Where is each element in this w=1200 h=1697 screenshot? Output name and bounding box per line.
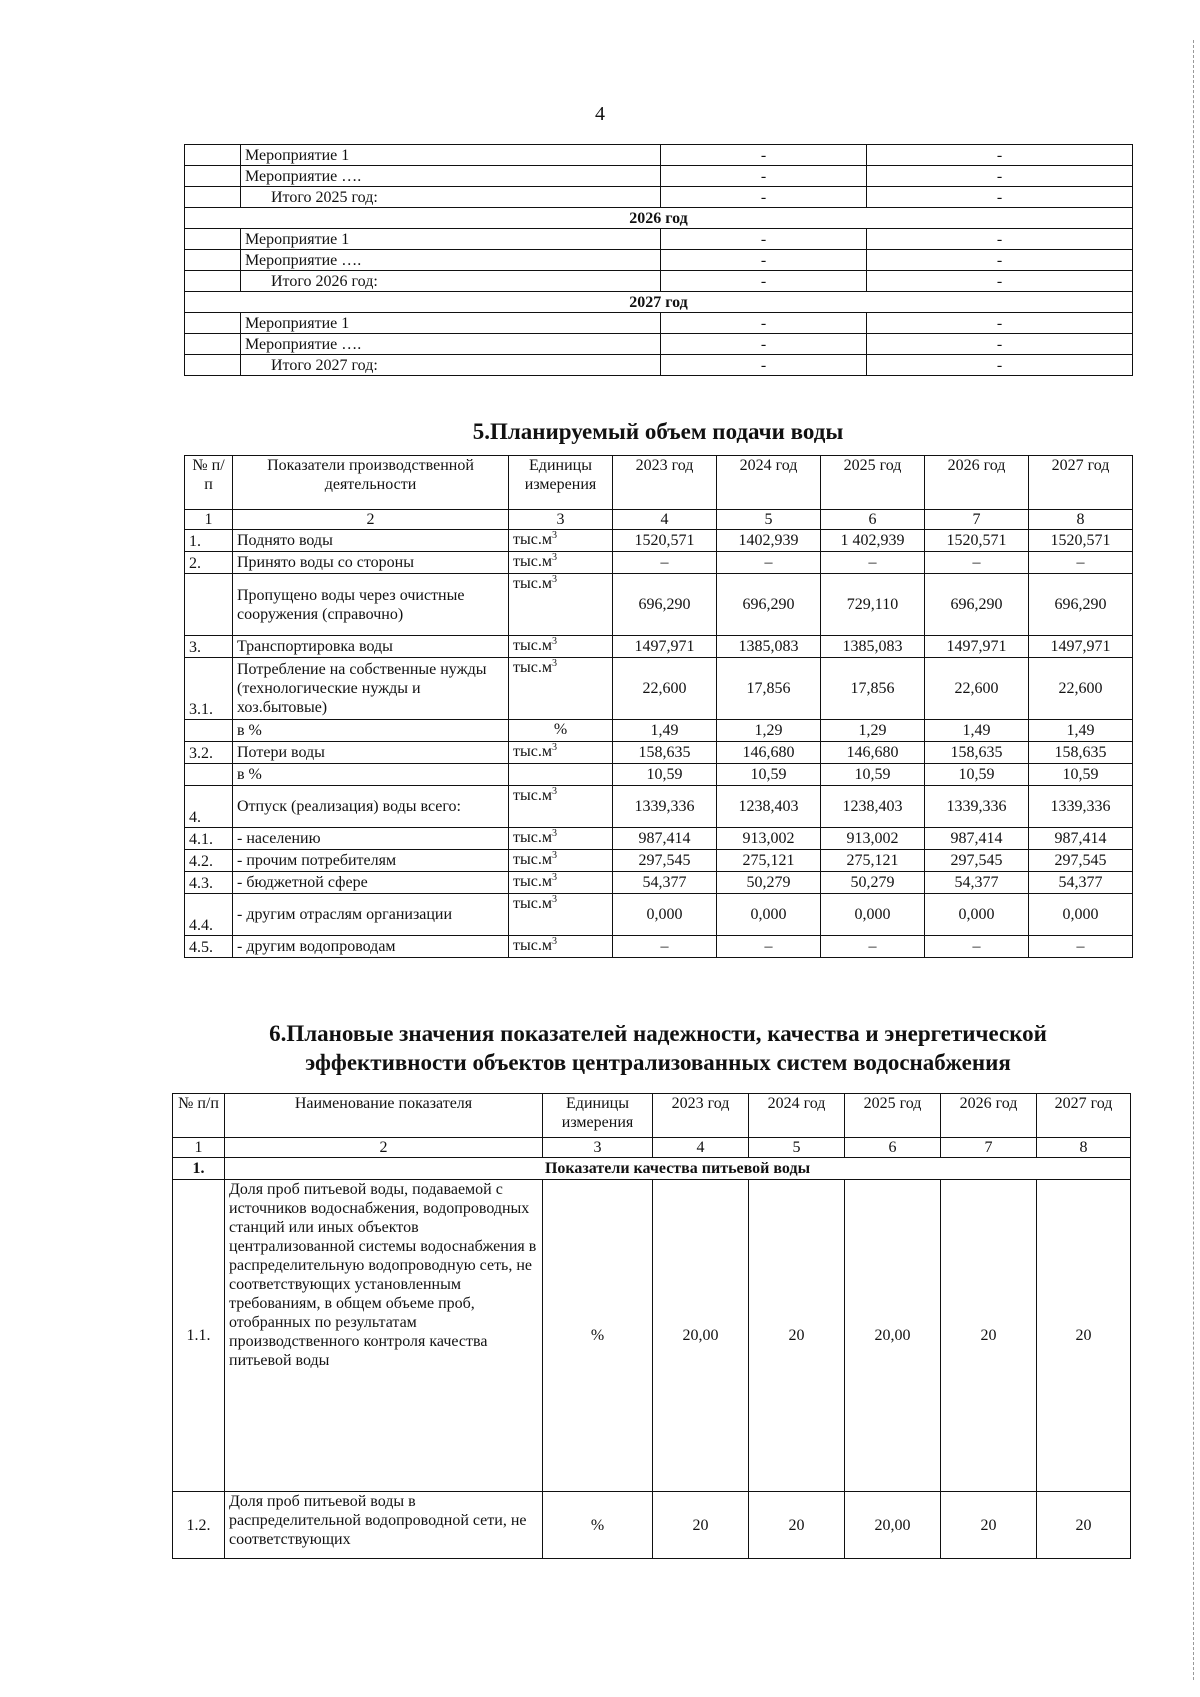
column-header: 2026 год — [941, 1094, 1037, 1138]
row-number: 4.1. — [185, 828, 233, 850]
column-number: 6 — [821, 510, 925, 530]
value-cell: 1,29 — [717, 720, 821, 742]
unit-cell — [509, 894, 613, 936]
unit-cell — [509, 764, 613, 786]
value-cell: 17,856 — [821, 658, 925, 720]
value-cell: 1 402,939 — [821, 530, 925, 552]
row-number-cell — [185, 250, 241, 271]
row-number-cell — [185, 229, 241, 250]
unit-cell — [509, 530, 613, 552]
column-header: 2027 год — [1029, 456, 1133, 510]
column-header: 2023 год — [653, 1094, 749, 1138]
value-cell: 275,121 — [717, 850, 821, 872]
table-row — [185, 742, 1133, 764]
value-cell: - — [661, 355, 867, 376]
value-cell: 1497,971 — [925, 636, 1029, 658]
table-row — [173, 1180, 1131, 1492]
value-cell: 987,414 — [925, 828, 1029, 850]
row-number: 4.5. — [185, 936, 233, 958]
value-cell: 1339,336 — [925, 786, 1029, 828]
row-number: 1. — [185, 530, 233, 552]
value-cell: – — [717, 936, 821, 958]
event-name: Мероприятие 1 — [241, 145, 661, 166]
value-cell: 987,414 — [613, 828, 717, 850]
value-cell: 913,002 — [717, 828, 821, 850]
unit-cell: % — [543, 1492, 653, 1559]
indicator-name: Потребление на собственные нужды (технологические нужды и хоз.бытовые) — [233, 658, 509, 720]
event-name: Мероприятие …. — [241, 166, 661, 187]
value-cell: 146,680 — [821, 742, 925, 764]
column-header: Единицы измерения — [509, 456, 613, 510]
row-number-cell — [185, 187, 241, 208]
value-cell: 0,000 — [613, 894, 717, 936]
column-number: 5 — [717, 510, 821, 530]
value-cell: - — [867, 313, 1133, 334]
value-cell: 0,000 — [1029, 894, 1133, 936]
unit-cell — [509, 636, 613, 658]
value-cell: 696,290 — [1029, 574, 1133, 636]
value-cell: 1339,336 — [613, 786, 717, 828]
column-header: № п/п — [173, 1094, 225, 1138]
header-row — [185, 456, 1133, 510]
value-cell: 20 — [749, 1492, 845, 1559]
value-cell: 20 — [749, 1180, 845, 1492]
unit-superscript: 3 — [551, 636, 557, 647]
table-row — [185, 271, 1133, 292]
row-number: 3.1. — [185, 658, 233, 720]
table-row — [185, 894, 1133, 936]
value-cell: 913,002 — [821, 828, 925, 850]
unit-label: тыс.м — [513, 637, 552, 654]
row-number — [185, 764, 233, 786]
value-cell: - — [661, 334, 867, 355]
value-cell: – — [821, 552, 925, 574]
row-number: 4.3. — [185, 872, 233, 894]
unit-cell — [509, 828, 613, 850]
value-cell: 1,49 — [1029, 720, 1133, 742]
value-cell: – — [613, 936, 717, 958]
unit-cell — [509, 872, 613, 894]
indicator-name: в % — [233, 764, 509, 786]
indicator-name: Потери воды — [233, 742, 509, 764]
value-cell: 297,545 — [1029, 850, 1133, 872]
row-number: 2. — [185, 552, 233, 574]
year-heading: 2026 год — [185, 208, 1133, 229]
events-table — [184, 144, 1133, 376]
column-header: 2027 год — [1037, 1094, 1131, 1138]
value-cell: 10,59 — [613, 764, 717, 786]
unit-superscript: 3 — [551, 530, 557, 541]
value-cell: 158,635 — [1029, 742, 1133, 764]
value-cell: - — [867, 187, 1133, 208]
section6-title-line2: эффективности объектов централизованных систем водоснабжения — [305, 1050, 1011, 1075]
indicator-name: Отпуск (реализация) воды всего: — [233, 786, 509, 828]
table-row — [185, 530, 1133, 552]
value-cell: 54,377 — [1029, 872, 1133, 894]
unit-cell — [509, 936, 613, 958]
indicator-name: в % — [233, 720, 509, 742]
table-row — [185, 250, 1133, 271]
indicator-name: Пропущено воды через очистные сооружения (справочно) — [233, 574, 509, 636]
column-number: 8 — [1037, 1138, 1131, 1158]
column-number: 7 — [941, 1138, 1037, 1158]
value-cell: - — [867, 355, 1133, 376]
value-cell: 17,856 — [717, 658, 821, 720]
table-row — [185, 334, 1133, 355]
table-row — [185, 208, 1133, 229]
section5-title: 5.Планируемый объем подачи воды — [472, 419, 844, 444]
value-cell: 10,59 — [717, 764, 821, 786]
event-name: Мероприятие …. — [241, 334, 661, 355]
value-cell: 0,000 — [925, 894, 1029, 936]
value-cell: 696,290 — [717, 574, 821, 636]
table-row — [185, 764, 1133, 786]
group-number: 1. — [173, 1158, 225, 1180]
table-row — [185, 166, 1133, 187]
value-cell: 297,545 — [613, 850, 717, 872]
value-cell: 275,121 — [821, 850, 925, 872]
water-supply-table — [184, 455, 1133, 958]
value-cell: 1339,336 — [1029, 786, 1133, 828]
indicator-name: Принято воды со стороны — [233, 552, 509, 574]
unit-superscript: 3 — [551, 742, 557, 753]
value-cell: - — [661, 250, 867, 271]
value-cell: 1,49 — [925, 720, 1029, 742]
unit-superscript: 3 — [551, 552, 557, 563]
value-cell: 696,290 — [925, 574, 1029, 636]
value-cell: – — [925, 936, 1029, 958]
value-cell: – — [821, 936, 925, 958]
value-cell: 1385,083 — [821, 636, 925, 658]
value-cell: – — [925, 552, 1029, 574]
indicator-name: Доля проб питьевой воды, подаваемой с источников водоснабжения, водопроводных станций или иных объектов централизованной системы водоснабжения в распределительную водопроводную сеть, не соответствующих установленным требованиям, в общем объеме проб, отобранных по результатам производственного контроля качества питьевой воды — [225, 1180, 543, 1492]
table-row — [185, 720, 1133, 742]
value-cell: 10,59 — [925, 764, 1029, 786]
event-name: Итого 2025 год: — [241, 187, 661, 208]
unit-label: тыс.м — [513, 787, 552, 804]
column-number: 5 — [749, 1138, 845, 1158]
value-cell: 158,635 — [613, 742, 717, 764]
row-number-cell — [185, 313, 241, 334]
unit-superscript: 3 — [551, 872, 557, 883]
value-cell: 20 — [1037, 1492, 1131, 1559]
indicator-name: - бюджетной сфере — [233, 872, 509, 894]
value-cell: 20 — [941, 1492, 1037, 1559]
unit-superscript: 3 — [551, 658, 557, 669]
column-header: Показатели производственной деятельности — [233, 456, 509, 510]
table-row — [173, 1492, 1131, 1559]
unit-label: тыс.м — [513, 575, 552, 592]
row-number: 3. — [185, 636, 233, 658]
unit-superscript: 3 — [551, 574, 557, 585]
value-cell: 1520,571 — [1029, 530, 1133, 552]
unit-label: тыс.м — [513, 829, 552, 846]
value-cell: - — [867, 145, 1133, 166]
value-cell: 20 — [941, 1180, 1037, 1492]
column-header: 2025 год — [845, 1094, 941, 1138]
unit-superscript: 3 — [551, 786, 557, 797]
unit-cell: % — [509, 720, 613, 742]
column-number-row — [173, 1138, 1131, 1158]
table-row — [185, 872, 1133, 894]
value-cell: 297,545 — [925, 850, 1029, 872]
value-cell: 20,00 — [845, 1180, 941, 1492]
value-cell: 1238,403 — [717, 786, 821, 828]
value-cell: 1238,403 — [821, 786, 925, 828]
value-cell: 1497,971 — [613, 636, 717, 658]
value-cell: 50,279 — [717, 872, 821, 894]
unit-superscript: 3 — [551, 936, 557, 947]
table-row — [185, 574, 1133, 636]
unit-cell — [509, 850, 613, 872]
event-name: Мероприятие 1 — [241, 229, 661, 250]
value-cell: - — [661, 187, 867, 208]
value-cell: 10,59 — [1029, 764, 1133, 786]
value-cell: - — [661, 229, 867, 250]
unit-label: тыс.м — [513, 937, 552, 954]
indicator-name: - прочим потребителям — [233, 850, 509, 872]
unit-cell — [509, 658, 613, 720]
table-row — [185, 145, 1133, 166]
unit-label: тыс.м — [513, 553, 552, 570]
table-row — [185, 313, 1133, 334]
value-cell: - — [867, 271, 1133, 292]
row-number-cell — [185, 355, 241, 376]
value-cell: 158,635 — [925, 742, 1029, 764]
indicator-name: - другим отраслям организации — [233, 894, 509, 936]
value-cell: - — [661, 145, 867, 166]
indicator-name: Доля проб питьевой воды в распределительной водопроводной сети, не соответствующих — [225, 1492, 543, 1559]
event-name: Итого 2026 год: — [241, 271, 661, 292]
row-number-cell — [185, 271, 241, 292]
unit-cell — [509, 574, 613, 636]
value-cell: 22,600 — [1029, 658, 1133, 720]
table-row — [185, 229, 1133, 250]
unit-label: тыс.м — [513, 531, 552, 548]
unit-cell — [509, 786, 613, 828]
unit-superscript: 3 — [551, 850, 557, 861]
column-number: 1 — [173, 1138, 225, 1158]
column-number: 2 — [233, 510, 509, 530]
value-cell: 1,29 — [821, 720, 925, 742]
row-number: 1.1. — [173, 1180, 225, 1492]
row-number-cell — [185, 334, 241, 355]
row-number-cell — [185, 145, 241, 166]
value-cell: – — [1029, 936, 1133, 958]
unit-label: тыс.м — [513, 873, 552, 890]
table-row — [185, 786, 1133, 828]
page-number: 4 — [595, 103, 605, 125]
column-header: № п/п — [185, 456, 233, 510]
header-row — [173, 1094, 1131, 1138]
section6-title — [184, 1019, 1132, 1077]
row-number — [185, 720, 233, 742]
row-number: 4. — [185, 786, 233, 828]
column-number: 2 — [225, 1138, 543, 1158]
value-cell: - — [867, 229, 1133, 250]
column-number: 4 — [613, 510, 717, 530]
value-cell: 54,377 — [925, 872, 1029, 894]
column-header: Единицы измерения — [543, 1094, 653, 1138]
value-cell: - — [661, 271, 867, 292]
column-header: 2025 год — [821, 456, 925, 510]
row-number — [185, 574, 233, 636]
value-cell: – — [717, 552, 821, 574]
column-header: 2023 год — [613, 456, 717, 510]
row-number: 3.2. — [185, 742, 233, 764]
column-number: 6 — [845, 1138, 941, 1158]
value-cell: 10,59 — [821, 764, 925, 786]
value-cell: 54,377 — [613, 872, 717, 894]
column-number: 7 — [925, 510, 1029, 530]
value-cell: 1520,571 — [925, 530, 1029, 552]
value-cell: - — [867, 250, 1133, 271]
value-cell: – — [613, 552, 717, 574]
column-number: 4 — [653, 1138, 749, 1158]
value-cell: 1,49 — [613, 720, 717, 742]
value-cell: 50,279 — [821, 872, 925, 894]
value-cell: 20 — [653, 1492, 749, 1559]
value-cell: 22,600 — [613, 658, 717, 720]
value-cell: 1402,939 — [717, 530, 821, 552]
year-heading: 2027 год — [185, 292, 1133, 313]
table-row — [185, 850, 1133, 872]
row-number-cell — [185, 166, 241, 187]
unit-label: тыс.м — [513, 851, 552, 868]
indicator-name: Поднято воды — [233, 530, 509, 552]
group-name: Показатели качества питьевой воды — [225, 1158, 1131, 1180]
unit-cell — [509, 742, 613, 764]
section6-title-line1: 6.Плановые значения показателей надежности, качества и энергетической — [269, 1021, 1047, 1046]
table-row — [185, 936, 1133, 958]
scan-edge — [1193, 40, 1200, 1680]
unit-superscript: 3 — [551, 828, 557, 839]
event-name: Итого 2027 год: — [241, 355, 661, 376]
column-header: 2026 год — [925, 456, 1029, 510]
value-cell: 696,290 — [613, 574, 717, 636]
unit-label: тыс.м — [513, 659, 552, 676]
column-number: 3 — [509, 510, 613, 530]
value-cell: - — [867, 334, 1133, 355]
event-name: Мероприятие …. — [241, 250, 661, 271]
event-name: Мероприятие 1 — [241, 313, 661, 334]
value-cell: - — [867, 166, 1133, 187]
value-cell: 987,414 — [1029, 828, 1133, 850]
column-header: Наименование показателя — [225, 1094, 543, 1138]
unit-label: тыс.м — [513, 743, 552, 760]
group-row — [173, 1158, 1131, 1180]
value-cell: 0,000 — [821, 894, 925, 936]
value-cell: 20,00 — [845, 1492, 941, 1559]
value-cell: 22,600 — [925, 658, 1029, 720]
value-cell: 20,00 — [653, 1180, 749, 1492]
value-cell: - — [661, 313, 867, 334]
value-cell: 20 — [1037, 1180, 1131, 1492]
row-number: 1.2. — [173, 1492, 225, 1559]
column-number: 3 — [543, 1138, 653, 1158]
table-row — [185, 292, 1133, 313]
table-row — [185, 658, 1133, 720]
column-number: 1 — [185, 510, 233, 530]
unit-cell — [509, 552, 613, 574]
value-cell: 1520,571 — [613, 530, 717, 552]
row-number: 4.4. — [185, 894, 233, 936]
column-header: 2024 год — [717, 456, 821, 510]
value-cell: 146,680 — [717, 742, 821, 764]
value-cell: 0,000 — [717, 894, 821, 936]
reliability-table — [172, 1093, 1131, 1559]
table-row — [185, 552, 1133, 574]
table-row — [185, 355, 1133, 376]
indicator-name: Транспортировка воды — [233, 636, 509, 658]
table-row — [185, 828, 1133, 850]
unit-label: тыс.м — [513, 895, 552, 912]
indicator-name: - другим водопроводам — [233, 936, 509, 958]
unit-cell: % — [543, 1180, 653, 1492]
row-number: 4.2. — [185, 850, 233, 872]
column-number-row — [185, 510, 1133, 530]
value-cell: – — [1029, 552, 1133, 574]
unit-superscript: 3 — [551, 894, 557, 905]
table-row — [185, 187, 1133, 208]
indicator-name: - населению — [233, 828, 509, 850]
value-cell: 729,110 — [821, 574, 925, 636]
table-row — [185, 636, 1133, 658]
value-cell: 1385,083 — [717, 636, 821, 658]
value-cell: 1497,971 — [1029, 636, 1133, 658]
value-cell: - — [661, 166, 867, 187]
column-number: 8 — [1029, 510, 1133, 530]
column-header: 2024 год — [749, 1094, 845, 1138]
